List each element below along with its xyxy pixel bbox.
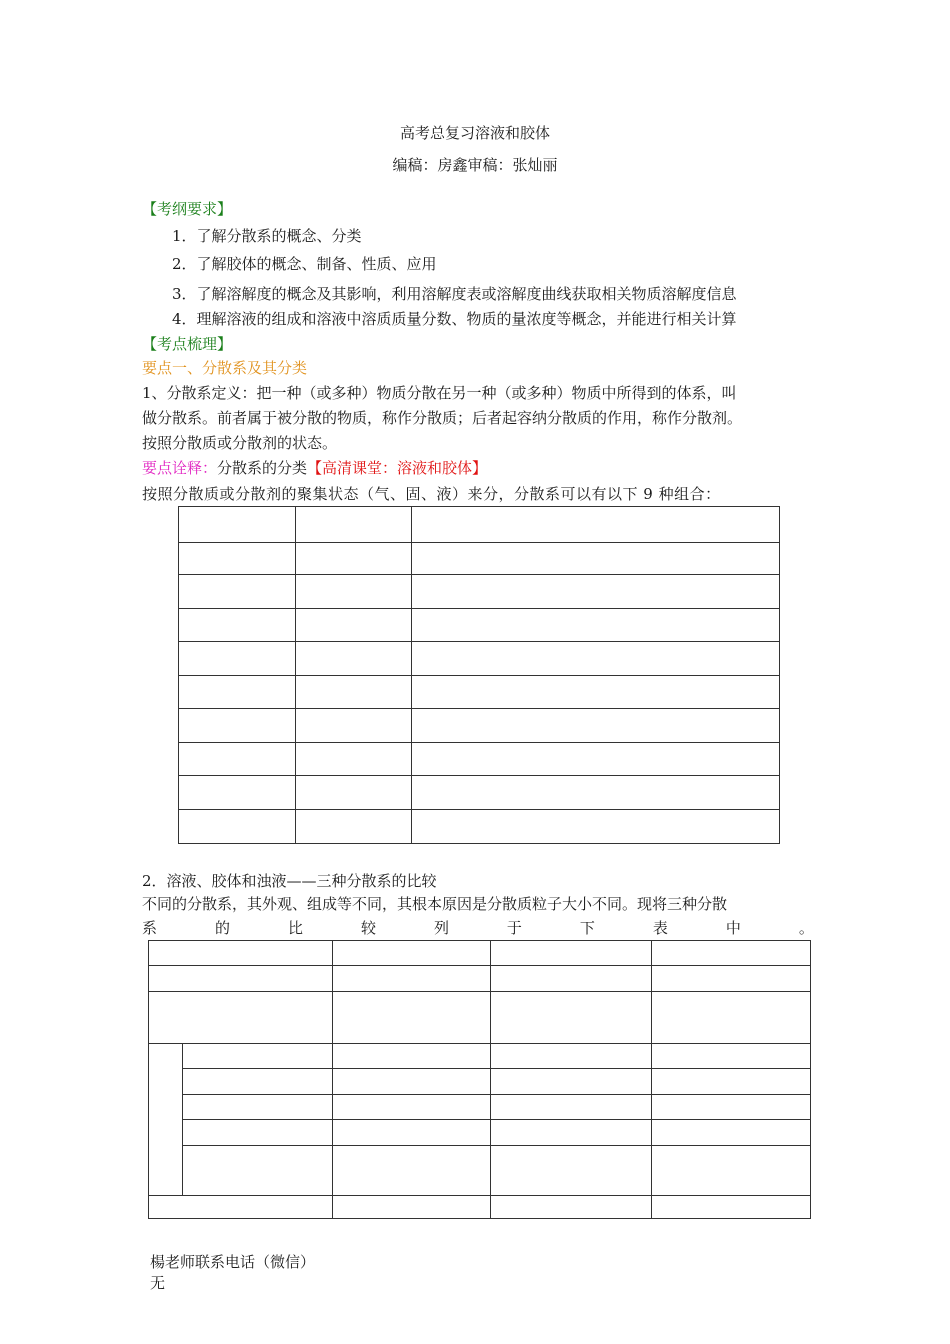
table-row (179, 642, 780, 676)
definition-line: 按照分散质或分散剂的状态。 (142, 434, 338, 452)
outline-item: 4．理解溶液的组成和溶液中溶质质量分数、物质的量浓度等概念，并能进行相关计算 (172, 310, 737, 328)
compare-title: 2．溶液、胶体和浊液——三种分散系的比较 (142, 872, 437, 890)
table-row (179, 776, 780, 810)
outline-item: 3．了解溶解度的概念及其影响，利用溶解度表或溶解度曲线获取相关物质溶解度信息 (172, 285, 737, 303)
char: 列 (433, 919, 449, 937)
compare-line: 不同的分散系，其外观、组成等不同，其根本原因是分散质粒子大小不同。现将三种分散 (142, 895, 728, 913)
outline-item: 1．了解分散系的概念、分类 (172, 227, 362, 245)
table-row (179, 543, 780, 575)
table-row (179, 709, 780, 743)
table-row (149, 1069, 811, 1095)
compare-line-justified (142, 918, 814, 938)
table-row (149, 1196, 811, 1219)
contact-label: 楊老师联系电话（微信） (150, 1253, 316, 1271)
outline-heading: 【考纲要求】 (142, 200, 233, 218)
table-row (179, 575, 780, 609)
table-row (179, 676, 780, 709)
table-row (149, 966, 811, 992)
table-row (179, 507, 780, 543)
explain-line (142, 458, 487, 478)
explain-label: 要点诠释： (142, 459, 218, 477)
char: 的 (214, 919, 230, 937)
char: 表 (652, 919, 668, 937)
table-row (149, 1044, 811, 1069)
classify-line: 按照分散质或分散剂的聚集状态（气、固、液）来分，分散系可以有以下 9 种组合： (142, 485, 721, 503)
table-row (149, 941, 811, 966)
char: 。 (798, 919, 814, 937)
char: 于 (506, 919, 522, 937)
char: 下 (579, 919, 595, 937)
contact-value: 无 (150, 1274, 166, 1292)
page-title: 高考总复习溶液和胶体 (399, 124, 550, 142)
table-row (149, 1146, 811, 1196)
char: 比 (287, 919, 303, 937)
byline: 编稿：房鑫审稿：张灿丽 (392, 156, 558, 174)
char: 系 (142, 919, 158, 937)
point1-title: 要点一、分散系及其分类 (142, 359, 308, 377)
outline-item: 2．了解胶体的概念、制备、性质、应用 (172, 255, 437, 273)
table-row (179, 743, 780, 776)
char: 较 (360, 919, 376, 937)
review-heading: 【考点梳理】 (142, 335, 233, 353)
definition-line: 做分散系。前者属于被分散的物质，称作分散质；后者起容纳分散质的作用，称作分散剂。 (142, 409, 743, 427)
explain-text: 分散系的分类 (217, 459, 308, 477)
dispersion-combination-table (178, 506, 780, 844)
table-row (179, 609, 780, 642)
table-row (149, 1120, 811, 1146)
char: 中 (725, 919, 741, 937)
video-link[interactable]: 【高清课堂：溶液和胶体】 (307, 459, 488, 477)
table-row (179, 810, 780, 844)
definition-line: 1、分散系定义：把一种（或多种）物质分散在另一种（或多种）物质中所得到的体系，叫 (142, 384, 737, 402)
dispersion-comparison-table (148, 940, 811, 1219)
table-row (149, 1095, 811, 1120)
table-row (149, 992, 811, 1044)
